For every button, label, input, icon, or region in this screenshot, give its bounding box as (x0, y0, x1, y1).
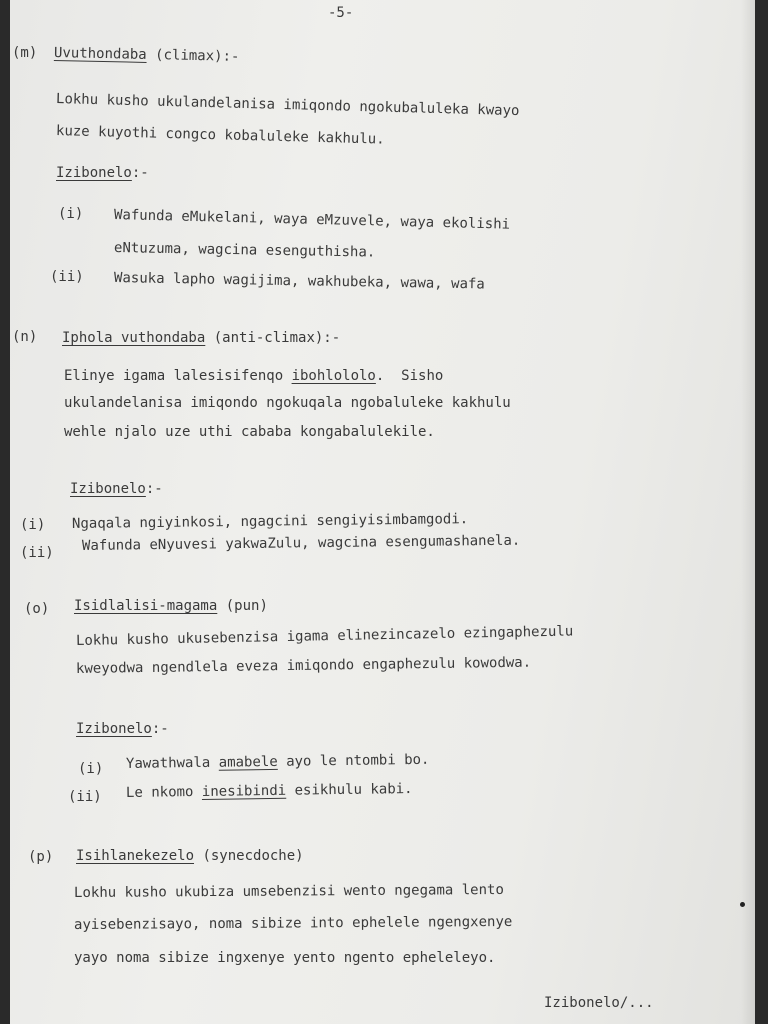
ink-dot (740, 902, 745, 907)
section-o-title: Isidlalisi-magama (74, 598, 218, 614)
section-p-title-suffix: (synecdoche) (202, 848, 304, 864)
section-o-example-1-rest: ayo le ntombi bo. (277, 751, 430, 770)
section-m-title: Uvuthondaba (53, 45, 147, 63)
section-o-examples-suffix: :- (151, 721, 169, 737)
section-o-body-line-2: kweyodwa ngendlela eveza imiqondo engaphezulu kowodwa. (75, 654, 532, 677)
section-n-body-underlined: ibohlololo (291, 368, 376, 384)
section-n-body-line-2: ukulandelanisa imiqondo ngokuqala ngobaluleke kakhulu (64, 395, 511, 411)
section-o-example-2-line (126, 782, 413, 800)
section-p-body-line-3: yayo noma sibize ingxenye yento ngento epheleleyo. (74, 950, 496, 966)
section-n-example-1-line-1: Ngaqala ngiyinkosi, ngagcini sengiyisimbamgodi. (71, 511, 469, 532)
section-n-title-suffix: (anti-climax):- (213, 330, 341, 346)
section-o-example-2-rest: esikhulu kabi. (286, 780, 413, 799)
page-number: -5- (328, 5, 354, 21)
section-o-example-2-prefix: Le nkomo (125, 783, 202, 801)
section-p-marker: (p) (28, 849, 54, 865)
section-n-body-line-3: wehle njalo uze uthi cababa kongabalulekile. (64, 424, 435, 440)
section-n-body-prefix: Elinye igama lalesisifenqo (64, 368, 292, 384)
section-o-heading (74, 599, 268, 613)
section-m-title-suffix: (climax):- (154, 47, 240, 65)
page-edge-shadow (741, 0, 755, 1024)
document-page (10, 0, 755, 1024)
section-o-example-1-underlined: amabele (218, 753, 278, 771)
section-o-examples-heading (76, 722, 169, 736)
section-o-body-line-1: Lokhu kusho ukusebenzisa igama elinezincazelo ezingaphezulu (75, 623, 574, 649)
section-o-example-1-prefix: Yawathwala (125, 754, 219, 772)
section-o-example-1-marker: (i) (78, 761, 104, 777)
section-n-title: Iphola vuthondaba (62, 330, 206, 346)
section-o-example-2-underlined: inesibindi (201, 782, 287, 800)
section-m-examples-heading (56, 166, 149, 180)
section-n-examples-suffix: :- (145, 481, 163, 497)
section-n-body-line-1 (64, 369, 443, 383)
section-m-example-1-line-1: Wafunda eMukelani, waya eMzuvele, waya ekolishi (113, 207, 511, 233)
section-o-title-suffix: (pun) (225, 598, 268, 614)
section-n-examples-label: Izibonelo (70, 481, 146, 497)
section-n-heading (62, 331, 340, 345)
section-o-example-2-marker: (ii) (68, 789, 102, 805)
section-m-heading (54, 46, 240, 64)
section-o-example-1-line (126, 753, 430, 771)
footer-catchword: Izibonelo/... (544, 995, 654, 1011)
section-m-example-1-marker: (i) (58, 206, 84, 222)
section-p-heading (76, 849, 304, 863)
section-o-examples-label: Izibonelo (76, 721, 152, 737)
section-m-body-line-2: kuze kuyothi congco kobaluleke kakhulu. (55, 123, 385, 148)
section-n-example-1-marker: (i) (20, 517, 46, 533)
section-p-body-line-1: Lokhu kusho ukubiza umsebenzisi wento ngegama lento (73, 881, 504, 901)
section-n-example-2-marker: (ii) (20, 545, 54, 561)
section-m-examples-suffix: :- (131, 165, 149, 181)
section-m-example-2-line-1: Wasuka lapho wagijima, wakhubeka, wawa, wafa (113, 270, 485, 293)
section-p-body-line-2: ayisebenzisayo, noma sibize into ephelele ngengxenye (73, 913, 513, 933)
section-m-example-1-line-2: eNtuzuma, wagcina esenguthisha. (113, 240, 376, 261)
section-n-example-2-line-1: Wafunda eNyuvesi yakwaZulu, wagcina esengumashanela. (81, 532, 521, 554)
section-m-examples-label: Izibonelo (56, 165, 132, 181)
section-m-body-line-1: Lokhu kusho ukulandelanisa imiqondo ngokubaluleka kwayo (55, 91, 520, 120)
section-n-examples-heading (70, 482, 163, 496)
section-p-title: Isihlanekezelo (76, 848, 195, 864)
section-n-body-first-rest: . Sisho (375, 368, 444, 384)
section-m-marker: (m) (12, 45, 38, 61)
section-o-marker: (o) (24, 601, 50, 617)
section-n-marker: (n) (12, 329, 38, 345)
section-m-example-2-marker: (ii) (50, 269, 84, 285)
